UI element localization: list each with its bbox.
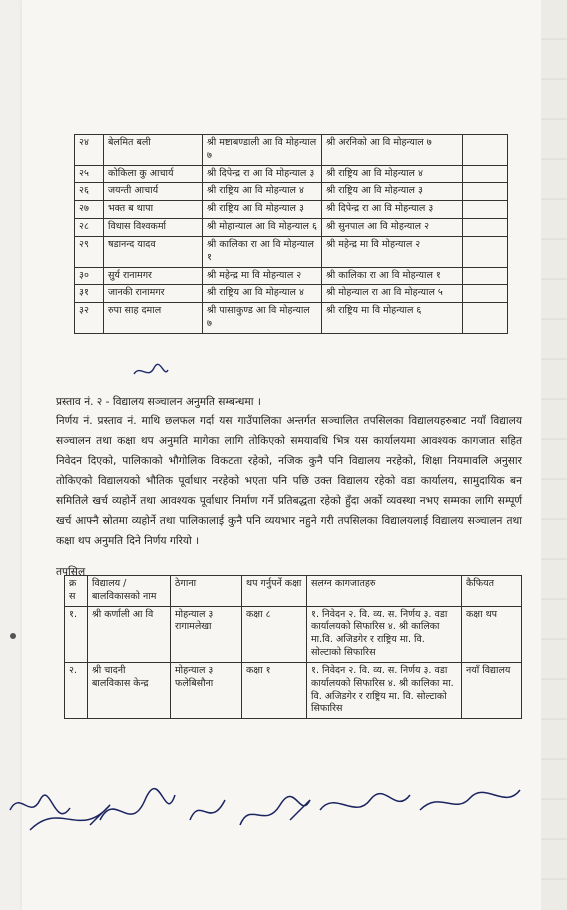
cell-school: श्री पासाकुण्ड आ वि मोहन्याल ७ <box>203 303 322 334</box>
cell-name: श्री कर्णाली आ वि <box>88 606 171 662</box>
cell-sn: २८ <box>75 219 104 237</box>
cell-sn: ३० <box>75 267 104 285</box>
cell-sn: २५ <box>75 165 104 183</box>
cell-blank <box>463 285 508 303</box>
col-header: ठेगाना <box>171 576 242 607</box>
table-row <box>75 165 508 183</box>
punch-hole <box>10 633 16 639</box>
teacher-table <box>74 134 508 334</box>
cell-address: मोहन्याल ३ फलेबिसौना <box>171 662 242 718</box>
handwritten-mark <box>130 362 170 382</box>
col-header: क्र स <box>65 576 88 607</box>
cell-remark: कक्षा थप <box>462 606 522 662</box>
cell-other: श्री राष्ट्रिय मा वि मोहन्याल ६ <box>322 303 463 334</box>
table-row <box>75 219 508 237</box>
table-row <box>65 606 522 662</box>
table-row <box>75 135 508 166</box>
cell-name: श्री चादनी बालविकास केन्द्र <box>88 662 171 718</box>
cell-name: जानकी रानामगर <box>104 285 203 303</box>
cell-sn: २. <box>65 662 88 718</box>
decision-text: निर्णय नं. प्रस्ताव नं. माथि छलफल गर्दा यस गाउँपालिका अन्तर्गत सञ्चालित तपसिलका विद्यालयहरुबाट नयाँ विद्यालय सञ्चालन तथा कक्षा थप अनुमति मागेका लागि तोकिएको समयावधि भित्र यस कार्यालयमा आवश्यक कागजात सहित निवेदन दिएको, पालिकाको भौगोलिक विकटता रहेको, नजिक कुनै पनि विद्यालय नरहेको, शिक्षा नियमावलि अनुसार तोकिएको विद्यालयको भौतिक पूर्वाधार नरहेको भएता पनि पछि उक्त विद्यालय रहेको वडा कार्यालय, सामुदायिक बन समितिले खर्च व्यहोर्ने तथा आवश्यक पूर्वाधार निर्माण गर्ने प्रतिबद्धता रहेको हुँदा अर्को व्यवस्था नभए सम्मका लागि सम्पूर्ण खर्च आफ्नै स्रोतमा व्यहोर्ने तथा पालिकालाई कुनै पनि व्ययभार नहुने गरी तपसिलका विद्यालयलाई विद्यालय सञ्चालन तथा कक्षा थप अनुमति दिने निर्णय गरियो । <box>56 415 522 547</box>
cell-school: श्री राष्ट्रिय आ वि मोहन्याल ३ <box>203 201 322 219</box>
cell-name: जयन्ती आचार्य <box>104 183 203 201</box>
cell-school: श्री मोहान्याल आ वि मोहन्याल ६ <box>203 219 322 237</box>
cell-name: भक्त ब थापा <box>104 201 203 219</box>
cell-name: बेलमित बली <box>104 135 203 166</box>
cell-other: श्री सुनपाल आ वि मोहन्याल २ <box>322 219 463 237</box>
cell-remark: नयाँ विद्यालय <box>462 662 522 718</box>
cell-sn: ३१ <box>75 285 104 303</box>
cell-name: कोकिला कु आचार्य <box>104 165 203 183</box>
proposal-heading: प्रस्ताव नं. २ - विद्यालय सञ्चालन अनुमति सम्बन्धमा । <box>56 396 261 408</box>
cell-blank <box>463 267 508 285</box>
cell-sn: ३२ <box>75 303 104 334</box>
col-header: सलग्न कागजातहरु <box>307 576 462 607</box>
cell-school: श्री दिपेन्द्र रा आ वि मोहन्याल ३ <box>203 165 322 183</box>
tapasil-label: तपसिल <box>56 566 86 578</box>
cell-grade: कक्षा १ <box>242 662 307 718</box>
schools-table <box>64 575 522 719</box>
cell-school: श्री राष्ट्रिय आ वि मोहन्याल ४ <box>203 183 322 201</box>
cell-name: विधास विश्वकर्मा <box>104 219 203 237</box>
col-header: विद्यालय / बालविकासको नाम <box>88 576 171 607</box>
table-row <box>75 267 508 285</box>
col-header: कैफियत <box>462 576 522 607</box>
table-row <box>75 183 508 201</box>
cell-name: सुर्य रानामगर <box>104 267 203 285</box>
cell-blank <box>463 183 508 201</box>
cell-blank <box>463 303 508 334</box>
signatures <box>0 770 567 890</box>
cell-docs: १. निवेदन २. वि. व्य. स. निर्णय ३. वडा कार्यालयको सिफारिस ४. श्री कालिका मा. वि. अजिडगेर र राष्ट्रिय मा. वि. सोल्टाको सिफारिस <box>307 662 462 718</box>
cell-sn: २४ <box>75 135 104 166</box>
cell-blank <box>463 219 508 237</box>
cell-other: श्री महेन्द्र मा वि मोहन्याल २ <box>322 236 463 267</box>
cell-name: रुपा साह दमाल <box>104 303 203 334</box>
cell-other: श्री अरनिको आ वि मोहन्याल ७ <box>322 135 463 166</box>
cell-other: श्री मोहन्याल रा आ वि मोहन्याल ५ <box>322 285 463 303</box>
cell-school: श्री मष्टाबण्डाली आ वि मोहन्याल ७ <box>203 135 322 166</box>
cell-grade: कक्षा ८ <box>242 606 307 662</box>
cell-school: श्री राष्ट्रिय आ वि मोहन्याल ४ <box>203 285 322 303</box>
table-row <box>75 201 508 219</box>
cell-school: श्री महेन्द्र मा वि मोहन्याल २ <box>203 267 322 285</box>
cell-sn: २६ <box>75 183 104 201</box>
table-row <box>65 662 522 718</box>
table-row <box>75 303 508 334</box>
cell-address: मोहन्याल ३ रागामलेखा <box>171 606 242 662</box>
cell-school: श्री कालिका रा आ वि मोहन्याल १ <box>203 236 322 267</box>
cell-blank <box>463 236 508 267</box>
cell-other: श्री कालिका रा आ वि मोहन्याल १ <box>322 267 463 285</box>
cell-name: षडानन्द यादव <box>104 236 203 267</box>
cell-sn: २७ <box>75 201 104 219</box>
cell-sn: १. <box>65 606 88 662</box>
cell-blank <box>463 165 508 183</box>
table-row <box>75 236 508 267</box>
cell-docs: १. निवेदन २. वि. व्य. स. निर्णय ३. वडा कार्यालयको सिफारिस ४. श्री कालिका मा.वि. अजिडगेर र राष्ट्रिय मा. वि. सोल्टाको सिफारिस <box>307 606 462 662</box>
cell-blank <box>463 201 508 219</box>
col-header: थप गर्नुपर्ने कक्षा <box>242 576 307 607</box>
table-row <box>75 285 508 303</box>
cell-other: श्री राष्ट्रिय आ वि मोहन्याल ३ <box>322 183 463 201</box>
cell-other: श्री दिपेन्द्र रा आ वि मोहन्याल ३ <box>322 201 463 219</box>
cell-sn: २९ <box>75 236 104 267</box>
cell-blank <box>463 135 508 166</box>
cell-other: श्री राष्ट्रिय आ वि मोहन्याल ४ <box>322 165 463 183</box>
